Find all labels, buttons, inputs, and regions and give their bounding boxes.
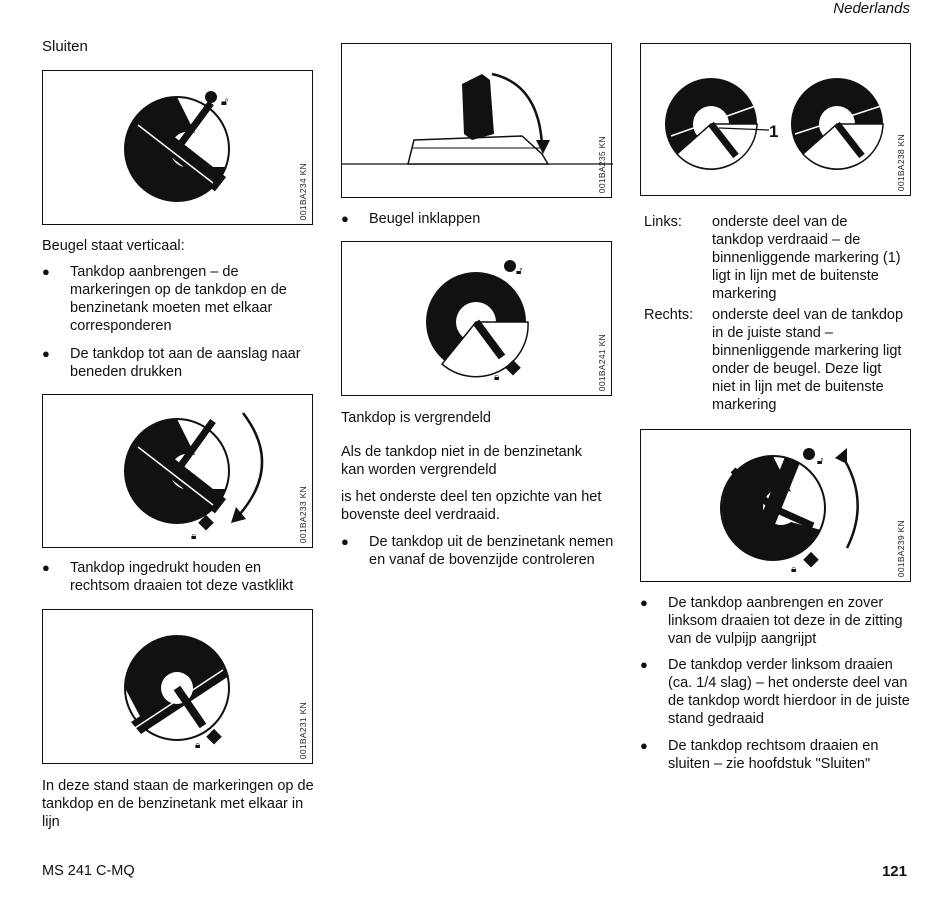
figure-code: 001BA239 KN	[896, 519, 906, 577]
figure-code: 001BA233 KN	[298, 485, 308, 543]
term-label: Rechts:	[644, 307, 694, 323]
bullet-item: ● Beugel inklappen	[341, 210, 619, 228]
cap-comparison-illustration	[641, 44, 912, 197]
figure-code: 001BA238 KN	[896, 133, 906, 191]
svg-text:🔓︎: 🔓︎	[221, 95, 229, 108]
bullet-item: ● De tankdop aanbrengen en zover linksom draaien tot deze in de zitting van de vulpijp aangrijpt	[640, 594, 916, 648]
svg-text:🔓︎: 🔓︎	[516, 266, 523, 277]
page-number: 121	[881, 863, 907, 880]
figure-cap-rotate-clockwise	[42, 394, 313, 548]
figure-code: 001BA231 KN	[298, 701, 308, 759]
svg-text:🔒︎: 🔒︎	[494, 372, 500, 383]
cap-illustration	[43, 71, 314, 226]
bullet-item: ● De tankdop verder linksom draaien (ca. 1/4 slag) – het onderste deel van de tankdop wordt hierdoor in de juiste stand gedraaid	[640, 656, 916, 728]
bracket-illustration	[342, 44, 613, 199]
cap-illustration	[43, 610, 314, 765]
svg-text:🔒︎: 🔒︎	[791, 564, 797, 575]
subheading: Als de tankdop niet in de benzinetank kan worden vergrendeld	[341, 444, 583, 478]
figure-code: 001BA234 KN	[298, 162, 308, 220]
paragraph: is het onderste deel ten opzichte van het bovenste deel verdraaid.	[341, 489, 602, 523]
term-description: onderste deel van de tankdop in de juiste stand – binnenliggende markering ligt onder de beugel. Deze ligt niet in lijn met de buitenste markering	[712, 307, 904, 413]
bullet-item: ● De tankdop uit de benzinetank nemen en vanaf de bovenzijde controleren	[341, 533, 619, 569]
paragraph: In deze stand staan de markeringen op de tankdop en de benzinetank met elkaar in lijn	[42, 778, 314, 830]
paragraph: Tankdop is vergrendeld	[341, 410, 491, 426]
bullet-item: ● Tankdop ingedrukt houden en rechtsom draaien tot deze vastklikt	[42, 559, 320, 595]
callout-number: 1	[769, 122, 779, 141]
figure-code: 001BA241 KN	[597, 333, 607, 391]
figure-cap-locked-closed	[341, 241, 612, 396]
figure-cap-rotate-counterclockwise	[640, 429, 911, 582]
figure-bracket-fold	[341, 43, 612, 198]
figure-code: 001BA235 KN	[597, 135, 607, 193]
figure-cap-comparison	[640, 43, 911, 196]
term-label: Links:	[644, 214, 682, 230]
term-description: onderste deel van de tankdop verdraaid – de binnenliggende markering (1) ligt in lijn met de buitenste markering	[712, 214, 901, 302]
svg-text:🔒︎: 🔒︎	[191, 531, 197, 542]
bullet-item: ● De tankdop rechtsom draaien en sluiten – zie hoofdstuk "Sluiten"	[640, 737, 916, 773]
paragraph: Beugel staat verticaal:	[42, 238, 185, 254]
svg-text:🔓︎: 🔓︎	[817, 456, 824, 467]
figure-cap-aligned-vertical	[42, 70, 313, 225]
cap-illustration	[641, 430, 912, 583]
bullet-item: ● De tankdop tot aan de aanslag naar beneden drukken	[42, 345, 313, 381]
section-title: Sluiten	[42, 38, 88, 55]
cap-illustration	[342, 242, 613, 397]
footer-model: MS 241 C-MQ	[42, 863, 135, 879]
cap-illustration	[43, 395, 314, 549]
figure-cap-locked	[42, 609, 313, 764]
bullet-item: ● Tankdop aanbrengen – de markeringen op de tankdop en de benzinetank moeten met elkaar corresponderen	[42, 263, 313, 335]
svg-text:🔒︎: 🔒︎	[195, 740, 201, 751]
language-header: Nederlands	[833, 0, 910, 17]
